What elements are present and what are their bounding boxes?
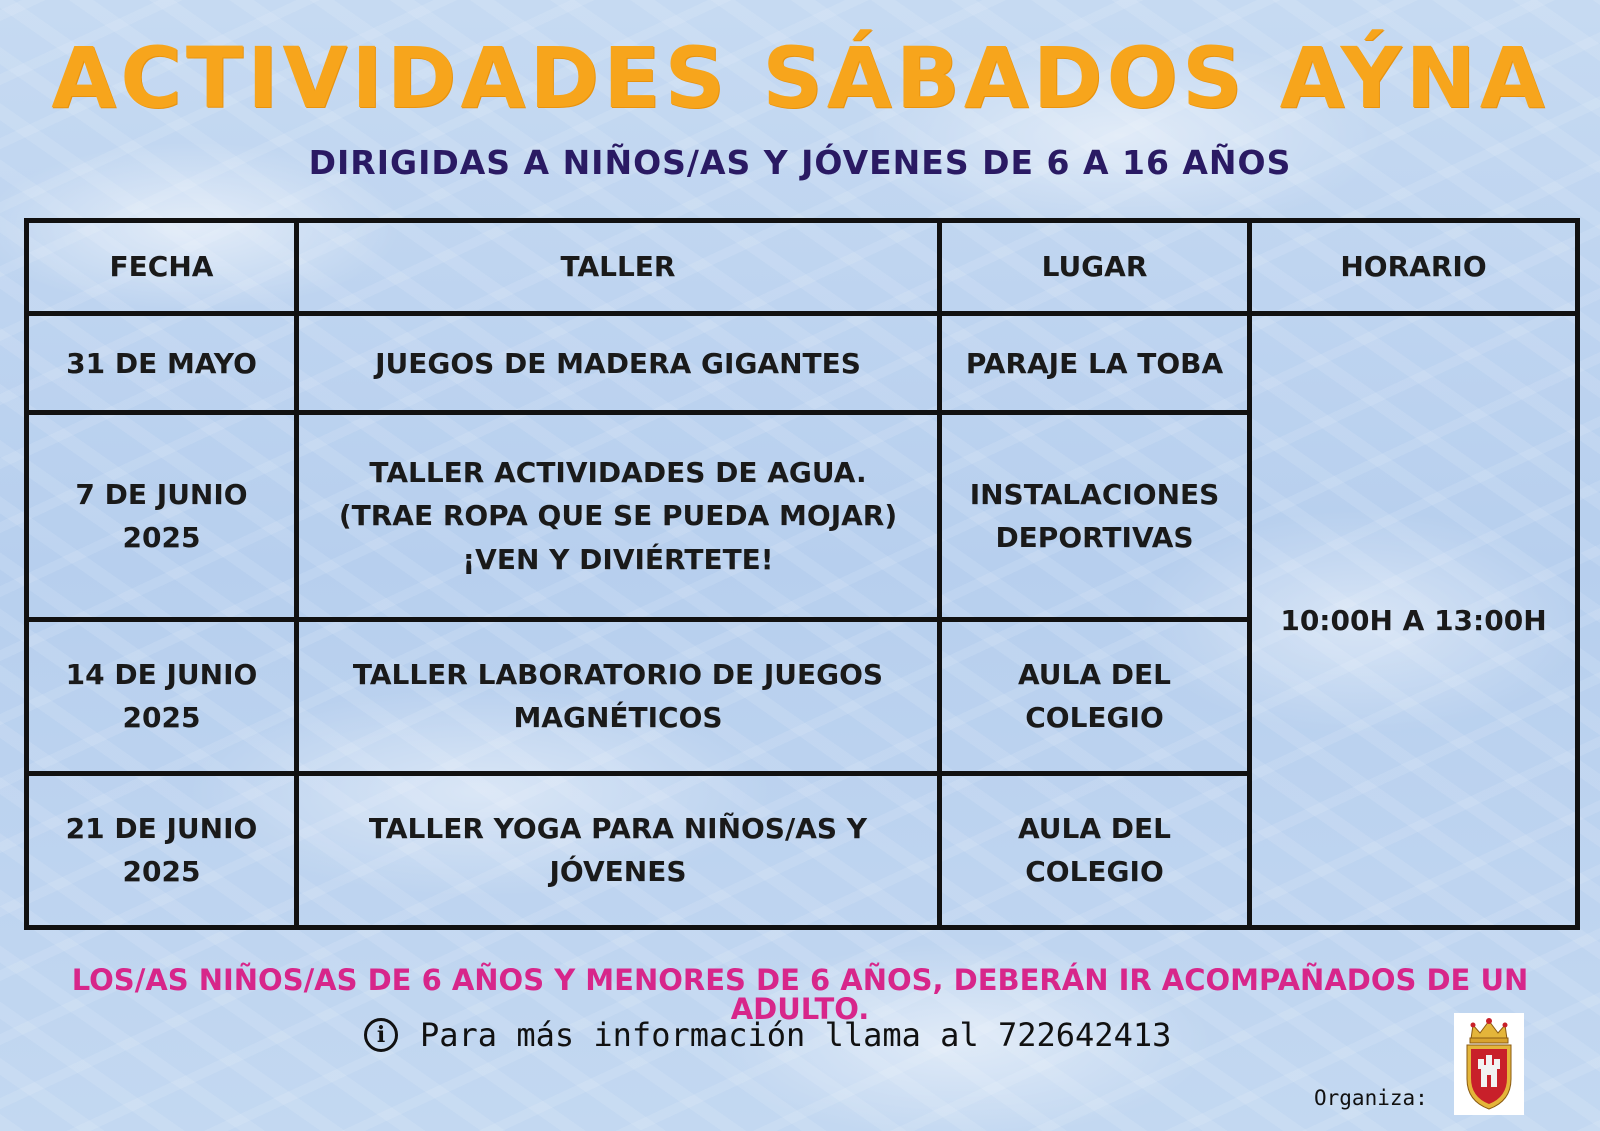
table-header-row xyxy=(27,221,1578,314)
page-subtitle: DIRIGIDAS A NIÑOS/AS Y JÓVENES DE 6 A 16 AÑOS xyxy=(308,143,1292,182)
cell-fecha: 21 DE JUNIO 2025 xyxy=(27,773,297,927)
column-header-taller: TALLER xyxy=(297,221,940,314)
table-row xyxy=(27,314,1578,413)
cell-taller xyxy=(297,413,940,619)
cell-lugar: PARAJE LA TOBA xyxy=(940,314,1250,413)
cell-taller-extra: ¡VEN Y DIVIÉRTETE! xyxy=(462,542,774,576)
cell-taller: TALLER LABORATORIO DE JUEGOS MAGNÉTICOS xyxy=(297,619,940,773)
column-header-horario: HORARIO xyxy=(1250,221,1578,314)
schedule-table xyxy=(24,218,1580,930)
cell-taller: TALLER YOGA PARA NIÑOS/AS Y JÓVENES xyxy=(297,773,940,927)
column-header-lugar: LUGAR xyxy=(940,221,1250,314)
page-title: ACTIVIDADES SÁBADOS AÝNA xyxy=(51,29,1549,127)
cell-lugar: INSTALACIONES DEPORTIVAS xyxy=(940,413,1250,619)
cell-lugar: AULA DEL COLEGIO xyxy=(940,773,1250,927)
cell-lugar: AULA DEL COLEGIO xyxy=(940,619,1250,773)
municipal-crest-icon xyxy=(1454,1013,1524,1115)
cell-horario: 10:00H A 13:00H xyxy=(1250,314,1578,928)
cell-fecha: 31 DE MAYO xyxy=(27,314,297,413)
cell-fecha: 7 DE JUNIO 2025 xyxy=(27,413,297,619)
organiza-label: Organiza: xyxy=(1314,1086,1428,1110)
cell-taller-text: TALLER ACTIVIDADES DE AGUA. (TRAE ROPA QUE SE PUEDA MOJAR) xyxy=(338,456,898,533)
age-note: LOS/AS NIÑOS/AS DE 6 AÑOS Y MENORES DE 6 AÑOS, DEBERÁN IR ACOMPAÑADOS DE UN ADULTO. xyxy=(71,963,1529,1026)
info-icon: i xyxy=(364,1018,398,1052)
cell-taller: JUEGOS DE MADERA GIGANTES xyxy=(297,314,940,413)
contact-text: Para más información llama al 722642413 xyxy=(420,1016,1172,1054)
contact-info xyxy=(364,1013,1171,1057)
column-header-fecha: FECHA xyxy=(27,221,297,314)
cell-fecha: 14 DE JUNIO 2025 xyxy=(27,619,297,773)
